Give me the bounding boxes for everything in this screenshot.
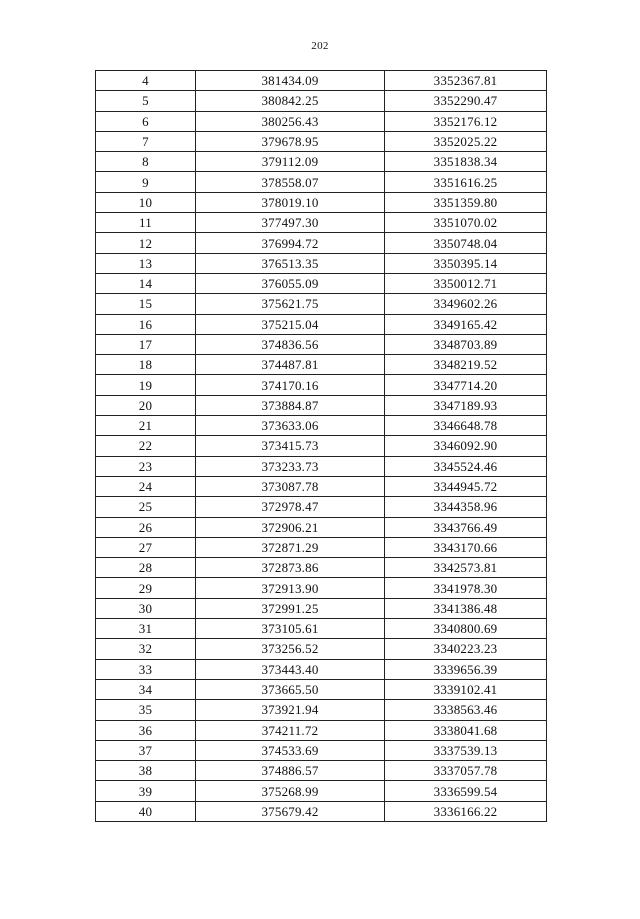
x-coordinate-cell: 379112.09 — [196, 152, 385, 172]
x-coordinate-cell: 373633.06 — [196, 416, 385, 436]
x-coordinate-cell: 375268.99 — [196, 781, 385, 801]
x-coordinate-cell: 376513.35 — [196, 253, 385, 273]
x-coordinate-cell: 374211.72 — [196, 720, 385, 740]
y-coordinate-cell: 3336599.54 — [385, 781, 547, 801]
table-row — [96, 456, 547, 476]
y-coordinate-cell: 3348703.89 — [385, 334, 547, 354]
x-coordinate-cell: 373233.73 — [196, 456, 385, 476]
x-coordinate-cell: 373105.61 — [196, 619, 385, 639]
point-number-cell: 28 — [96, 558, 196, 578]
table-row — [96, 91, 547, 111]
coordinate-table — [95, 70, 547, 822]
x-coordinate-cell: 374170.16 — [196, 375, 385, 395]
y-coordinate-cell: 3347189.93 — [385, 395, 547, 415]
x-coordinate-cell: 373665.50 — [196, 679, 385, 699]
point-number-cell: 20 — [96, 395, 196, 415]
y-coordinate-cell: 3351359.80 — [385, 192, 547, 212]
y-coordinate-cell: 3352367.81 — [385, 71, 547, 91]
point-number-cell: 21 — [96, 416, 196, 436]
y-coordinate-cell: 3340800.69 — [385, 619, 547, 639]
point-number-cell: 15 — [96, 294, 196, 314]
y-coordinate-cell: 3343766.49 — [385, 517, 547, 537]
y-coordinate-cell: 3344945.72 — [385, 476, 547, 496]
x-coordinate-cell: 375679.42 — [196, 801, 385, 821]
x-coordinate-cell: 372991.25 — [196, 598, 385, 618]
point-number-cell: 8 — [96, 152, 196, 172]
point-number-cell: 23 — [96, 456, 196, 476]
y-coordinate-cell: 3345524.46 — [385, 456, 547, 476]
point-number-cell: 36 — [96, 720, 196, 740]
table-row — [96, 355, 547, 375]
coordinate-table-body — [96, 71, 547, 822]
point-number-cell: 10 — [96, 192, 196, 212]
point-number-cell: 33 — [96, 659, 196, 679]
y-coordinate-cell: 3338041.68 — [385, 720, 547, 740]
table-row — [96, 578, 547, 598]
point-number-cell: 18 — [96, 355, 196, 375]
point-number-cell: 35 — [96, 700, 196, 720]
point-number-cell: 22 — [96, 436, 196, 456]
x-coordinate-cell: 372871.29 — [196, 537, 385, 557]
y-coordinate-cell: 3337057.78 — [385, 761, 547, 781]
table-row — [96, 152, 547, 172]
y-coordinate-cell: 3339656.39 — [385, 659, 547, 679]
page-number: 202 — [311, 40, 329, 52]
y-coordinate-cell: 3337539.13 — [385, 740, 547, 760]
table-row — [96, 131, 547, 151]
x-coordinate-cell: 373443.40 — [196, 659, 385, 679]
x-coordinate-cell: 380842.25 — [196, 91, 385, 111]
point-number-cell: 32 — [96, 639, 196, 659]
point-number-cell: 27 — [96, 537, 196, 557]
y-coordinate-cell: 3346648.78 — [385, 416, 547, 436]
y-coordinate-cell: 3349602.26 — [385, 294, 547, 314]
y-coordinate-cell: 3349165.42 — [385, 314, 547, 334]
y-coordinate-cell: 3352176.12 — [385, 111, 547, 131]
x-coordinate-cell: 373884.87 — [196, 395, 385, 415]
y-coordinate-cell: 3342573.81 — [385, 558, 547, 578]
x-coordinate-cell: 377497.30 — [196, 213, 385, 233]
y-coordinate-cell: 3347714.20 — [385, 375, 547, 395]
x-coordinate-cell: 375215.04 — [196, 314, 385, 334]
point-number-cell: 17 — [96, 334, 196, 354]
x-coordinate-cell: 373256.52 — [196, 639, 385, 659]
x-coordinate-cell: 374487.81 — [196, 355, 385, 375]
point-number-cell: 7 — [96, 131, 196, 151]
table-row — [96, 497, 547, 517]
x-coordinate-cell: 378019.10 — [196, 192, 385, 212]
x-coordinate-cell: 372978.47 — [196, 497, 385, 517]
x-coordinate-cell: 378558.07 — [196, 172, 385, 192]
y-coordinate-cell: 3339102.41 — [385, 679, 547, 699]
table-row — [96, 598, 547, 618]
point-number-cell: 19 — [96, 375, 196, 395]
table-row — [96, 720, 547, 740]
table-row — [96, 659, 547, 679]
table-row — [96, 679, 547, 699]
x-coordinate-cell: 374886.57 — [196, 761, 385, 781]
y-coordinate-cell: 3344358.96 — [385, 497, 547, 517]
point-number-cell: 5 — [96, 91, 196, 111]
point-number-cell: 16 — [96, 314, 196, 334]
point-number-cell: 40 — [96, 801, 196, 821]
table-row — [96, 71, 547, 91]
x-coordinate-cell: 376994.72 — [196, 233, 385, 253]
y-coordinate-cell: 3351838.34 — [385, 152, 547, 172]
point-number-cell: 11 — [96, 213, 196, 233]
point-number-cell: 25 — [96, 497, 196, 517]
table-row — [96, 740, 547, 760]
point-number-cell: 34 — [96, 679, 196, 699]
y-coordinate-cell: 3350012.71 — [385, 273, 547, 293]
y-coordinate-cell: 3343170.66 — [385, 537, 547, 557]
point-number-cell: 12 — [96, 233, 196, 253]
point-number-cell: 4 — [96, 71, 196, 91]
table-row — [96, 294, 547, 314]
y-coordinate-cell: 3338563.46 — [385, 700, 547, 720]
y-coordinate-cell: 3352025.22 — [385, 131, 547, 151]
x-coordinate-cell: 374836.56 — [196, 334, 385, 354]
table-row — [96, 395, 547, 415]
x-coordinate-cell: 373921.94 — [196, 700, 385, 720]
table-row — [96, 537, 547, 557]
table-row — [96, 375, 547, 395]
table-row — [96, 213, 547, 233]
table-row — [96, 172, 547, 192]
table-row — [96, 801, 547, 821]
point-number-cell: 39 — [96, 781, 196, 801]
y-coordinate-cell: 3351616.25 — [385, 172, 547, 192]
y-coordinate-cell: 3346092.90 — [385, 436, 547, 456]
y-coordinate-cell: 3352290.47 — [385, 91, 547, 111]
point-number-cell: 9 — [96, 172, 196, 192]
table-row — [96, 253, 547, 273]
table-row — [96, 192, 547, 212]
table-row — [96, 273, 547, 293]
table-row — [96, 619, 547, 639]
y-coordinate-cell: 3341978.30 — [385, 578, 547, 598]
table-row — [96, 761, 547, 781]
x-coordinate-cell: 381434.09 — [196, 71, 385, 91]
x-coordinate-cell: 372873.86 — [196, 558, 385, 578]
table-row — [96, 476, 547, 496]
table-row — [96, 416, 547, 436]
y-coordinate-cell: 3350748.04 — [385, 233, 547, 253]
y-coordinate-cell: 3340223.23 — [385, 639, 547, 659]
y-coordinate-cell: 3348219.52 — [385, 355, 547, 375]
point-number-cell: 31 — [96, 619, 196, 639]
point-number-cell: 6 — [96, 111, 196, 131]
y-coordinate-cell: 3336166.22 — [385, 801, 547, 821]
point-number-cell: 13 — [96, 253, 196, 273]
point-number-cell: 14 — [96, 273, 196, 293]
point-number-cell: 30 — [96, 598, 196, 618]
table-row — [96, 639, 547, 659]
point-number-cell: 37 — [96, 740, 196, 760]
x-coordinate-cell: 374533.69 — [196, 740, 385, 760]
x-coordinate-cell: 375621.75 — [196, 294, 385, 314]
y-coordinate-cell: 3350395.14 — [385, 253, 547, 273]
table-row — [96, 233, 547, 253]
x-coordinate-cell: 376055.09 — [196, 273, 385, 293]
table-row — [96, 558, 547, 578]
x-coordinate-cell: 373415.73 — [196, 436, 385, 456]
x-coordinate-cell: 372913.90 — [196, 578, 385, 598]
point-number-cell: 26 — [96, 517, 196, 537]
table-row — [96, 111, 547, 131]
point-number-cell: 29 — [96, 578, 196, 598]
y-coordinate-cell: 3341386.48 — [385, 598, 547, 618]
table-row — [96, 436, 547, 456]
table-row — [96, 517, 547, 537]
x-coordinate-cell: 373087.78 — [196, 476, 385, 496]
table-row — [96, 781, 547, 801]
x-coordinate-cell: 379678.95 — [196, 131, 385, 151]
point-number-cell: 24 — [96, 476, 196, 496]
table-row — [96, 700, 547, 720]
point-number-cell: 38 — [96, 761, 196, 781]
x-coordinate-cell: 380256.43 — [196, 111, 385, 131]
x-coordinate-cell: 372906.21 — [196, 517, 385, 537]
table-row — [96, 314, 547, 334]
y-coordinate-cell: 3351070.02 — [385, 213, 547, 233]
table-row — [96, 334, 547, 354]
